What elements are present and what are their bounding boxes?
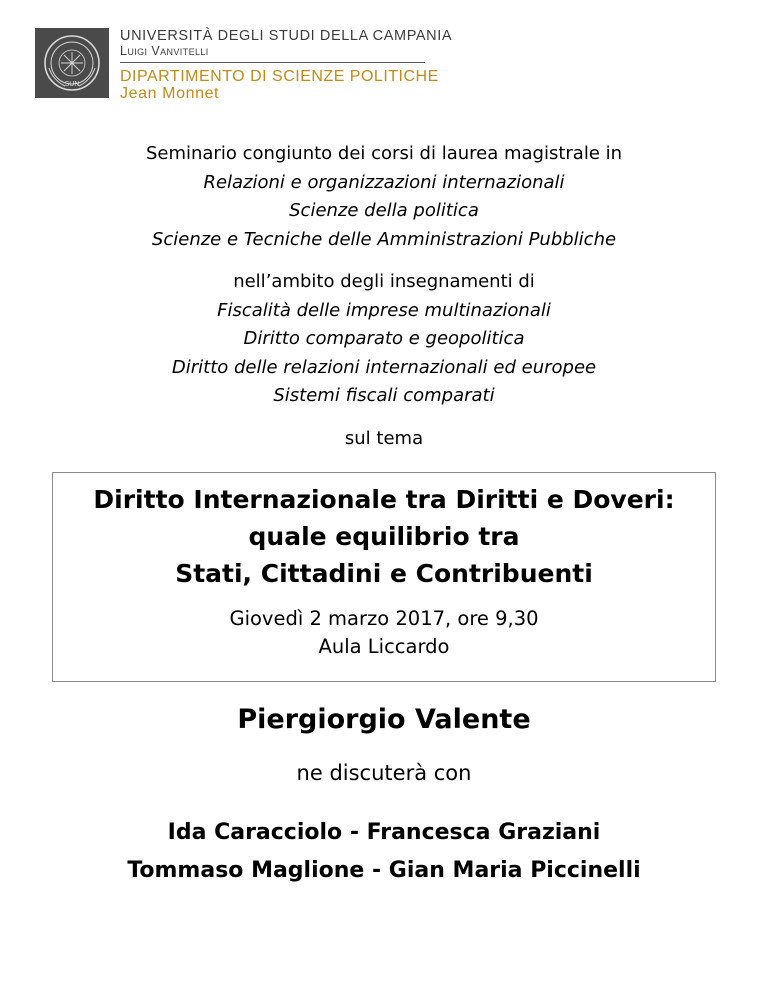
course-item: Relazioni e organizzazioni internazionali <box>203 171 565 193</box>
logo-text: SUN <box>64 81 80 88</box>
department-name: DIPARTIMENTO DI SCIENZE POLITICHE <box>120 68 439 85</box>
seminar-lead: Seminario congiunto dei corsi di laurea magistrale in <box>145 143 623 164</box>
subject-item: Diritto comparato e geopolitica <box>243 328 525 349</box>
university-name: UNIVERSITÀ DEGLI STUDI DELLA CAMPANIA <box>120 28 453 44</box>
event-title-line: Diritto Internazionale tra Diritti e Doveri: <box>93 485 675 514</box>
discussion-label: ne discuterà con <box>296 761 472 785</box>
event-date: Giovedì 2 marzo 2017, ore 9,30 <box>229 607 539 630</box>
event-location: Aula Liccardo <box>318 635 450 658</box>
event-title <box>53 481 715 592</box>
teaching-block <box>0 268 768 411</box>
subject-item: Diritto delle relazioni internazionali ed europee <box>171 356 597 378</box>
teaching-lead: nell’ambito degli insegnamenti di <box>233 271 535 292</box>
header <box>35 28 535 108</box>
course-item: Scienze della politica <box>289 200 479 221</box>
university-subname: Luigi Vanvitelli <box>120 44 209 58</box>
panelist-line: Tommaso Maglione - Gian Maria Piccinelli <box>127 858 641 883</box>
panelist-line: Ida Caracciolo - Francesca Graziani <box>167 820 601 845</box>
university-seal-icon <box>35 28 109 98</box>
event-details <box>53 605 715 661</box>
speaker-name: Piergiorgio Valente <box>237 704 531 735</box>
panelists <box>0 814 768 890</box>
event-title-line: Stati, Cittadini e Contribuenti <box>175 559 593 588</box>
course-item: Scienze e Tecniche delle Amministrazioni Pubbliche <box>151 228 617 250</box>
seminar-intro <box>0 140 768 254</box>
subject-item: Fiscalità delle imprese multinazionali <box>217 299 551 321</box>
topic-label: sul tema <box>344 427 424 449</box>
intro-content <box>0 140 768 453</box>
department-subname: Jean Monnet <box>120 85 220 102</box>
event-box <box>52 472 716 682</box>
subject-item: Sistemi fiscali comparati <box>273 385 495 406</box>
institution-block <box>120 28 540 103</box>
event-title-line: quale equilibrio tra <box>248 522 520 551</box>
divider <box>120 62 425 63</box>
